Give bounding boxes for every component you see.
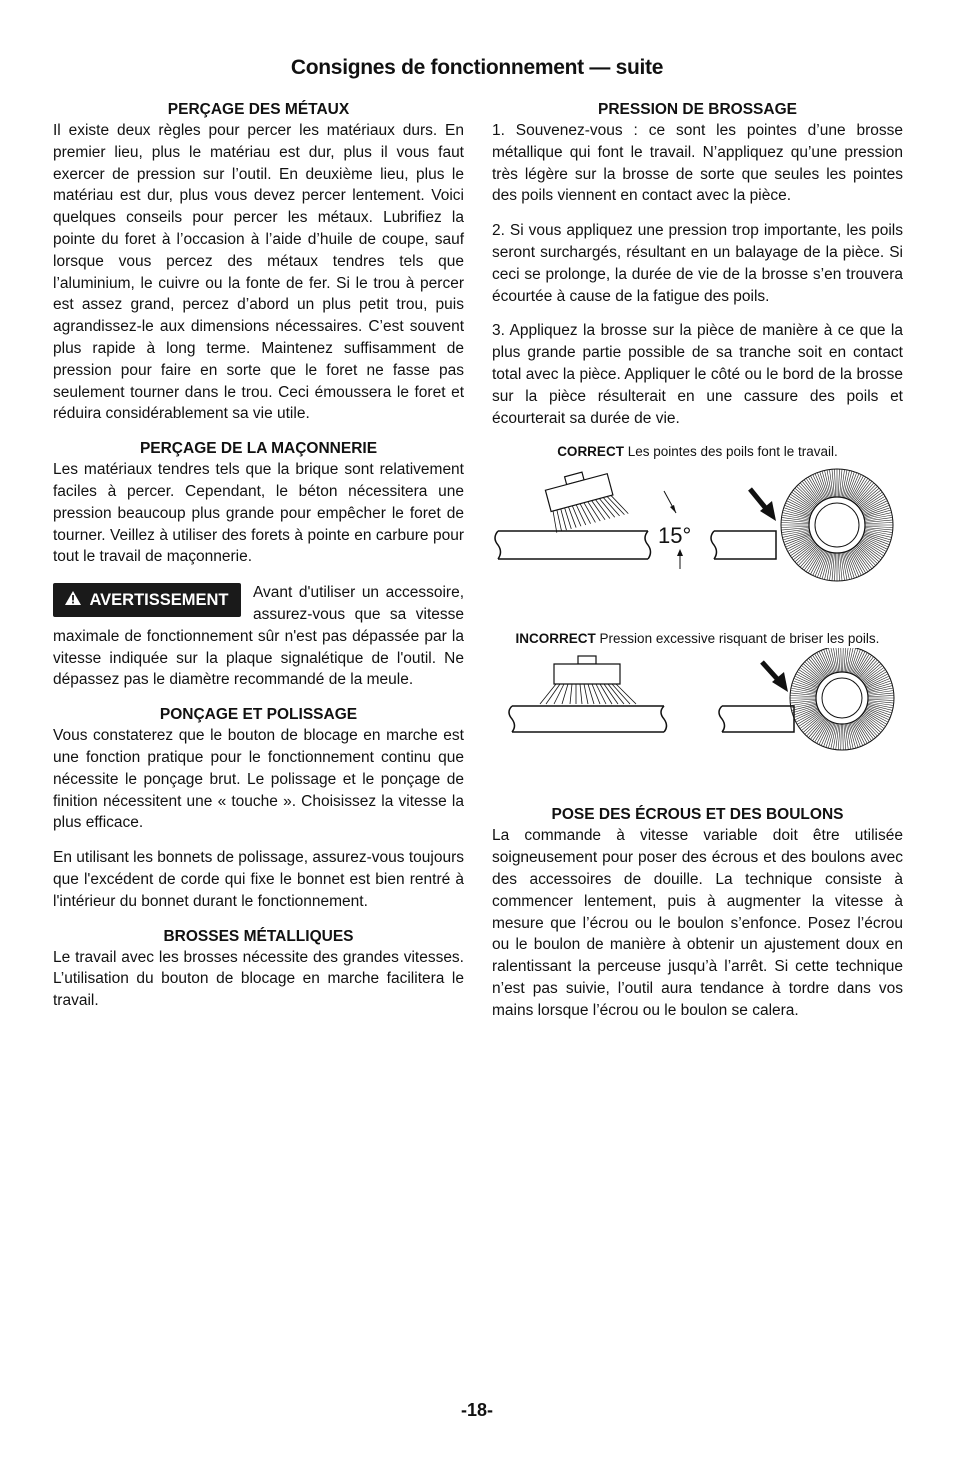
figure-caption <box>492 630 903 648</box>
page-number: -18- <box>460 1400 493 1420</box>
section-heading: BROSSES MÉTALLIQUES <box>163 927 354 945</box>
section-text: Les matériaux tendres tels que la brique sont relativement faciles à percer. Cependant, le béton nécessitera une pression beaucoup plus grande pour empêcher le foret de tourner. Veillez à utiliser des forets à pointe en carbure pour tout le travail de maçonnerie. <box>53 461 464 566</box>
warning-text: Avant d'utiliser un accessoire, assurez-vous que sa vitesse maximale de fonctionnement sûr n'est pas dépassée par la vitesse indiquée sur la plaque signalétique de l'outil. Ne dépassez pas le diamètre recommandé de la meule. <box>53 584 464 689</box>
wheel-brush-icon <box>781 469 893 581</box>
warning-triangle-icon <box>65 584 81 618</box>
section-heading: PRESSION DE BROSSAGE <box>598 101 797 118</box>
left-column <box>53 100 464 1026</box>
incorrect-diagram <box>492 648 903 778</box>
page-title: Consignes de fonctionnement — suite <box>290 56 664 79</box>
warning-badge <box>53 583 241 617</box>
section-text: 3. Appliquez la brosse sur la pièce de manière à ce que la plus grande partie possible de sa tranche soit en contact total avec la pièce. Appliquer le côté ou le bord de la brosse sur la pièce résulterait en une cassure des poils et écourterait sa durée de vie. <box>492 322 903 427</box>
section-masonry-drilling <box>53 439 464 568</box>
pressure-arrow-icon <box>762 662 788 692</box>
wheel-brush-icon <box>790 648 894 750</box>
section-nuts-bolts <box>492 805 903 1021</box>
pressure-arrow-icon <box>750 489 776 521</box>
section-metal-drilling <box>53 100 464 425</box>
correct-diagram <box>492 461 903 591</box>
angle-label: 15° <box>658 523 692 549</box>
warning-label: AVERTISSEMENT <box>89 591 229 610</box>
caption-text: Pression excessive risquant de briser les poils. <box>595 631 880 647</box>
caption-label: INCORRECT <box>515 631 596 647</box>
section-sanding <box>53 705 464 912</box>
caption-text: Les pointes des poils font le travail. <box>623 444 838 460</box>
section-heading: PERÇAGE DE LA MAÇONNERIE <box>139 440 378 458</box>
section-text: 2. Si vous appliquez une pression trop importante, les poils seront surchargés, résultant en un balayage de la pièce. Si ceci se prolonge, la durée de vie de la brosse s’en trouvera écourtée à cause de la fatigue des poils. <box>492 222 903 305</box>
section-heading: POSE DES ÉCROUS ET DES BOULONS <box>551 806 844 824</box>
figure-caption <box>492 443 903 461</box>
section-brush-pressure <box>492 100 903 429</box>
figure-incorrect <box>492 630 903 783</box>
section-text: La commande à vitesse variable doit être utilisée soigneusement pour poser des écrous et des boulons avec des accessoires de douille. La technique consiste à commencer lentement, puis à augmenter la vitesse à mesure que l’écrou ou le boulon s’enfonce. Posez l’écrou ou le boulon de manière à obtenir un ajustement doux en ralentissant la perceuse jusqu’à l’arrêt. Si cette technique n’est pas suivie, l’outil aura tendance à tordre dans vos mains lorsque l’écrou ou le boulon se calera. <box>492 827 903 1019</box>
warning-block <box>53 582 464 691</box>
figure-correct <box>492 443 903 596</box>
section-wire-brushes <box>53 927 464 1012</box>
caption-label: CORRECT <box>557 444 624 460</box>
section-heading: PONÇAGE ET POLISSAGE <box>159 706 358 724</box>
section-text: En utilisant les bonnets de polissage, assurez-vous toujours que l'excédent de corde qui fixe le bonnet est bien rentré à l'intérieur du bonnet durant le fonctionnement. <box>53 849 464 910</box>
section-text: Il existe deux règles pour percer les matériaux durs. En premier lieu, plus le matériau est dur, plus il vous faut exercer de pression sur l’outil. En deuxième lieu, plus le matériau est dur, plus vous devez percer lentement. Voici quelques conseils pour percer les métaux. Lubrifiez la pointe du foret à l’occasion à l’aide d’huile de coupe, sauf lorsque vous percez des métaux tendres tels que l’aluminium, le cuivre ou la fonte de fer. Si le trou à percer est assez grand, percez d’abord un plus petit trou, puis agrandissez-le aux dimensions nécessaires. C’est souvent plus rapide à long terme. Maintenez suffisamment de pression pour faire en sorte que le foret ne fasse pas seulement tourner dans le trou. Ceci émoussera le foret et réduira considérablement sa vie utile. <box>53 122 464 423</box>
cup-brush-icon <box>543 464 628 533</box>
right-column <box>492 100 903 1036</box>
cup-brush-icon <box>540 656 636 704</box>
section-text: Le travail avec les brosses nécessite des grandes vitesses. L’utilisation du bouton de blocage en marche facilitera le travail. <box>53 948 464 1010</box>
section-text: 1. Souvenez-vous : ce sont les pointes d’une brosse métallique qui font le travail. N’appliquez qu’une pression très légère sur la brosse de sorte que seules les pointes des poils viennent en contact avec la pièce. <box>492 122 903 205</box>
section-heading: PERÇAGE DES MÉTAUX <box>167 101 350 118</box>
section-text: Vous constaterez que le bouton de blocage en marche est une fonction pratique pour le fonctionnement continu que nécessite le ponçage brut. Le polissage et le ponçage de finition nécessitent une « touche ». Choisissez la vitesse la plus efficace. <box>53 727 464 832</box>
